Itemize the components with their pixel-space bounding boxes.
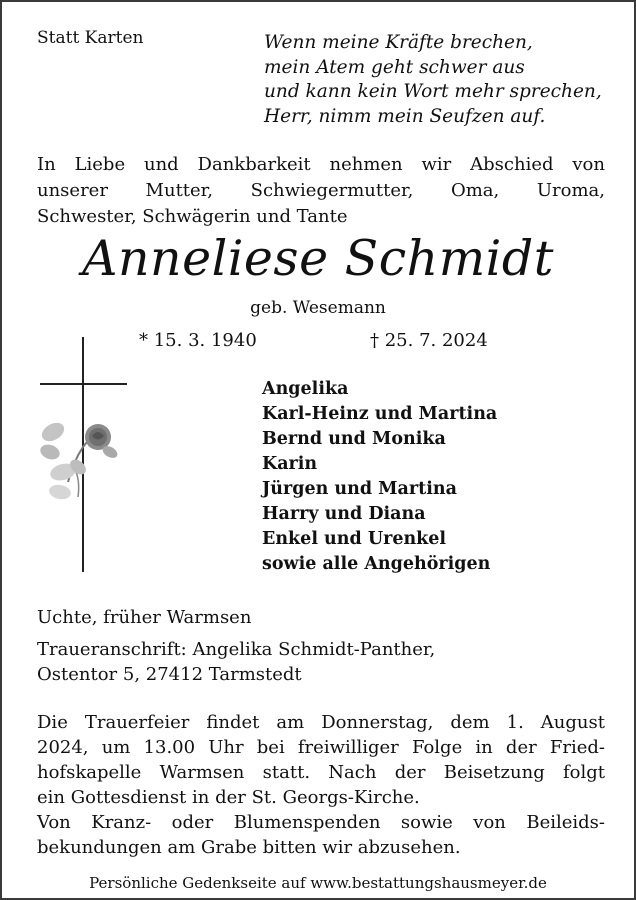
poem-verse <box>264 31 602 129</box>
mourner-entry: Enkel und Urenkel <box>262 529 447 549</box>
service-line: bekundungen am Grabe bitten wir abzusehen. <box>37 837 461 858</box>
poem-line: und kann kein Wort mehr sprechen, <box>264 81 602 102</box>
mourner-entry: Angelika <box>262 379 349 399</box>
intro-line: In Liebe und Dankbarkeit nehmen wir Abschied von <box>37 154 605 175</box>
cross-bar <box>40 383 127 385</box>
mourner-entry: Karl-Heinz und Martina <box>262 404 498 424</box>
mourner-entry: Jürgen und Martina <box>262 479 457 499</box>
funeral-service-text <box>37 710 605 860</box>
mourner-entry: sowie alle Angehörigen <box>262 554 491 574</box>
address-line: Ostentor 5, 27412 Tarmstedt <box>37 664 302 685</box>
statt-karten-label: Statt Karten <box>37 28 144 48</box>
mourning-address <box>37 637 435 687</box>
place-line: Uchte, früher Warmsen <box>37 607 252 628</box>
mourner-entry: Karin <box>262 454 318 474</box>
service-line: Von Kranz- oder Blumenspenden sowie von Beileids- <box>37 812 605 833</box>
poem-line: Herr, nimm mein Seufzen auf. <box>264 105 546 127</box>
mourner-entry: Bernd und Monika <box>262 429 446 449</box>
birth-name: geb. Wesemann <box>250 298 386 318</box>
rose-icon <box>38 412 118 507</box>
intro-line: unserer Mutter, Schwiegermutter, Oma, Uroma, <box>37 180 605 201</box>
farewell-intro <box>37 152 605 230</box>
deceased-name: Anneliese Schmidt <box>82 230 554 287</box>
intro-line: Schwester, Schwägerin und Tante <box>37 206 348 227</box>
address-line: Traueranschrift: Angelika Schmidt-Panther, <box>37 639 436 660</box>
service-line: Die Trauerfeier findet am Donnerstag, dem 1. August <box>37 712 605 733</box>
service-line: 2024, um 13.00 Uhr bei freiwilliger Folge in der Fried- <box>37 737 605 758</box>
service-line: hofskapelle Warmsen statt. Nach der Beisetzung folgt <box>37 762 605 783</box>
birth-date: * 15. 3. 1940 <box>139 330 257 351</box>
poem-line: mein Atem geht schwer aus <box>264 56 525 78</box>
poem-line: Wenn meine Kräfte brechen, <box>264 32 533 53</box>
mourner-entry: Harry und Diana <box>262 504 426 524</box>
service-line: ein Gottesdienst in der St. Georgs-Kirche. <box>37 787 420 808</box>
death-date: † 25. 7. 2024 <box>370 330 488 351</box>
mourners-list <box>262 377 497 577</box>
memorial-page-link[interactable]: Persönliche Gedenkseite auf www.bestattungshausmeyer.de <box>89 874 547 892</box>
